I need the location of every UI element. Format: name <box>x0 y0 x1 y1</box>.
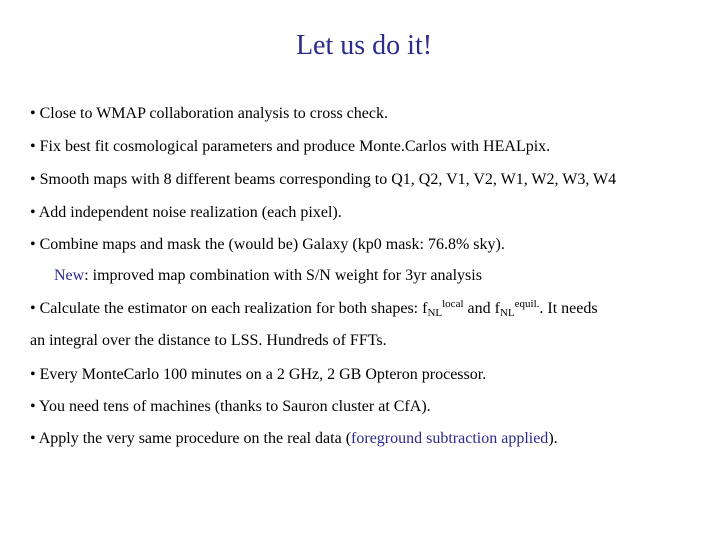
new-note <box>54 266 482 286</box>
bullet-apply-real-data <box>30 429 558 449</box>
fnl-equil-sup: equil. <box>514 298 540 310</box>
bullet-fix-parameters: • Fix best fit cosmological parameters and produce Monte.Carlos with HEALpix. <box>30 138 551 155</box>
slide-title: Let us do it! <box>295 30 433 61</box>
estimator-continuation: an integral over the distance to LSS. Hundreds of FFTs. <box>30 332 387 349</box>
bullet-smooth-maps: • Smooth maps with 8 different beams corresponding to Q1, Q2, V1, V2, W1, W2, W3, W4 <box>30 171 617 188</box>
fnl-equil-sub: NL <box>499 307 515 319</box>
estimator-mid: and f <box>463 300 500 317</box>
bullet-machines: • You need tens of machines (thanks to Sauron cluster at CfA). <box>30 398 431 415</box>
new-note-text: : improved map combination with S/N weight for 3yr analysis <box>84 267 482 284</box>
fnl-local-sub: NL <box>427 307 443 319</box>
foreground-subtraction-highlight: foreground subtraction applied <box>351 430 549 447</box>
bullet-montecarlo-time: • Every MonteCarlo 100 minutes on a 2 GHz, 2 GB Opteron processor. <box>30 366 487 383</box>
estimator-suffix: . It needs <box>539 300 598 317</box>
fnl-local-sup: local <box>442 298 464 310</box>
bullet-estimator <box>30 299 598 319</box>
estimator-prefix: • Calculate the estimator on each realization for both shapes: f <box>30 300 428 317</box>
bullet-close-to-wmap: • Close to WMAP collaboration analysis to cross check. <box>30 105 388 122</box>
bullet-add-noise: • Add independent noise realization (each pixel). <box>30 204 342 221</box>
new-label: New <box>54 267 85 284</box>
bullet-combine-maps: • Combine maps and mask the (would be) Galaxy (kp0 mask: 76.8% sky). <box>30 236 505 253</box>
apply-suffix: ). <box>548 430 558 447</box>
apply-prefix: • Apply the very same procedure on the real data ( <box>30 430 352 447</box>
